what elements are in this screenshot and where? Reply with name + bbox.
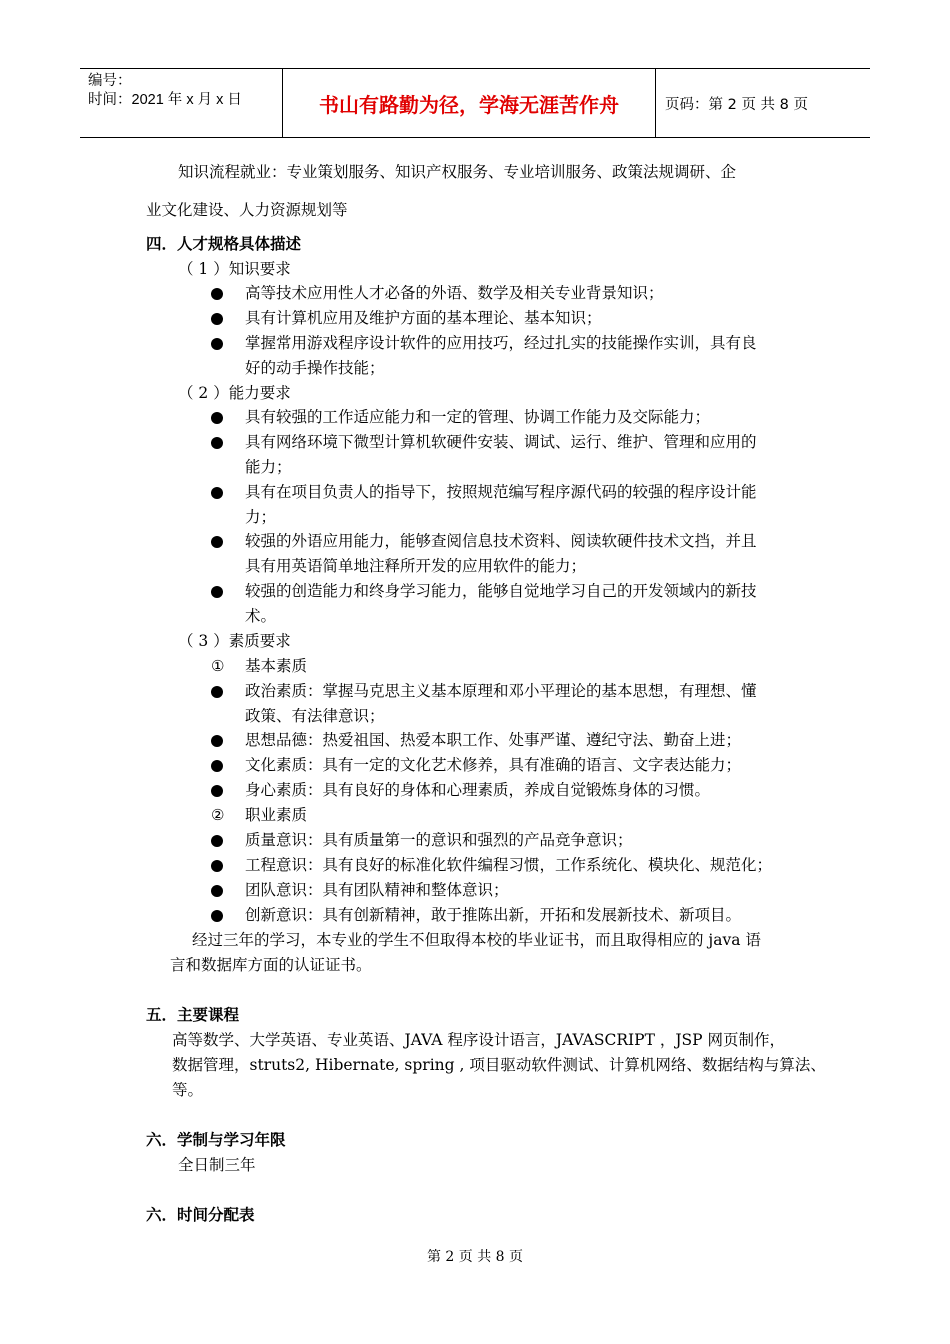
category-heading: 基本素质 [245,657,308,675]
list-item-continuation: 能力； [245,458,292,476]
circled-number-2: ② [211,806,225,824]
page-header [80,68,870,138]
circled-number-1: ① [211,657,225,675]
list-item: 工程意识：具有良好的标准化软件编程习惯，工作系统化、模块化、规范化； [245,856,773,874]
list-item-continuation: 力； [245,508,277,526]
bullet-icon [211,536,223,548]
section-heading: 四．人才规格具体描述 [146,235,302,253]
bullet-icon [211,487,223,499]
paragraph-line: 高等数学、大学英语、专业英语、JAVA 程序设计语言，JAVASCRIPT ，JSP 网页制作， [172,1031,786,1049]
list-item: 高等技术应用性人才必备的外语、数学及相关专业背景知识； [245,284,664,302]
list-item: 具有在项目负责人的指导下，按照规范编写程序源代码的较强的程序设计能 [245,483,757,501]
subsection-heading: （ 3 ）素质要求 [178,632,291,650]
bullet-icon [211,760,223,772]
list-item: 政治素质：掌握马克思主义基本原理和邓小平理论的基本思想，有理想、懂 [245,682,757,700]
document-number: 编号： [88,73,132,89]
bullet-icon [211,338,223,350]
bullet-icon [211,835,223,847]
bullet-icon [211,412,223,424]
subsection-heading: （ 1 ）知识要求 [178,260,291,278]
list-item: 团队意识：具有团队精神和整体意识； [245,881,509,899]
header-page-number: 页码：第 2 页 共 8 页 [665,96,808,113]
bullet-icon [211,785,223,797]
paragraph-line: 言和数据库方面的认证证书。 [170,956,372,974]
document-date: 时间：2021 年 x 月 x 日 [88,92,242,108]
list-item: 较强的创造能力和终身学习能力，能够自觉地学习自己的开发领域内的新技 [245,582,757,600]
bullet-icon [211,735,223,747]
list-item: 文化素质：具有一定的文化艺术修养，具有准确的语言、文字表达能力； [245,756,742,774]
header-meta [88,69,283,110]
list-item: 具有计算机应用及维护方面的基本理论、基本知识； [245,309,602,327]
subsection-heading: （ 2 ）能力要求 [178,384,291,402]
bullet-icon [211,586,223,598]
list-item: 较强的外语应用能力，能够查阅信息技术资料、阅读软硬件技术文挡，并且 [245,532,757,550]
list-item-continuation: 术。 [245,607,277,625]
paragraph-line: 数据管理，struts2, Hibernate, spring , 项目驱动软件测试、计算机网络、数据结构与算法、 [172,1056,826,1074]
bullet-icon [211,910,223,922]
header-motto: 书山有路勤为径，学海无涯苦作舟 [319,92,619,117]
paragraph-line: 知识流程就业：专业策划服务、知识产权服务、专业培训服务、政策法规调研、企 [178,163,737,181]
list-item: 具有较强的工作适应能力和一定的管理、协调工作能力及交际能力； [245,408,711,426]
bullet-icon [211,860,223,872]
list-item-continuation: 政策、有法律意识； [245,707,385,725]
category-heading: 职业素质 [245,806,308,824]
list-item-continuation: 好的动手操作技能； [245,359,385,377]
bullet-icon [211,313,223,325]
list-item: 创新意识：具有创新精神，敢于推陈出新，开拓和发展新技术、新项目。 [245,906,742,924]
header-divider [655,69,656,137]
bullet-icon [211,288,223,300]
paragraph-line: 等。 [172,1081,204,1099]
list-item: 身心素质：具有良好的身体和心理素质，养成自觉锻炼身体的习惯。 [245,781,711,799]
paragraph-line: 经过三年的学习，本专业的学生不但取得本校的毕业证书，而且取得相应的 java 语 [192,931,761,949]
paragraph-line: 业文化建设、人力资源规划等 [146,201,348,219]
bullet-icon [211,686,223,698]
bullet-icon [211,885,223,897]
paragraph-line: 全日制三年 [178,1156,256,1174]
bullet-icon [211,437,223,449]
section-heading: 六．时间分配表 [146,1206,255,1224]
list-item-continuation: 具有用英语简单地注释所开发的应用软件的能力； [245,557,587,575]
list-item: 质量意识：具有质量第一的意识和强烈的产品竞争意识； [245,831,633,849]
list-item: 掌握常用游戏程序设计软件的应用技巧，经过扎实的技能操作实训，具有良 [245,334,757,352]
list-item: 思想品德：热爱祖国、热爱本职工作、处事严谨、遵纪守法、勤奋上进； [245,731,742,749]
section-heading: 六．学制与学习年限 [146,1131,286,1149]
section-heading: 五．主要课程 [146,1006,240,1024]
list-item: 具有网络环境下微型计算机软硬件安装、调试、运行、维护、管理和应用的 [245,433,757,451]
page-footer: 第 2 页 共 8 页 [426,1249,524,1265]
